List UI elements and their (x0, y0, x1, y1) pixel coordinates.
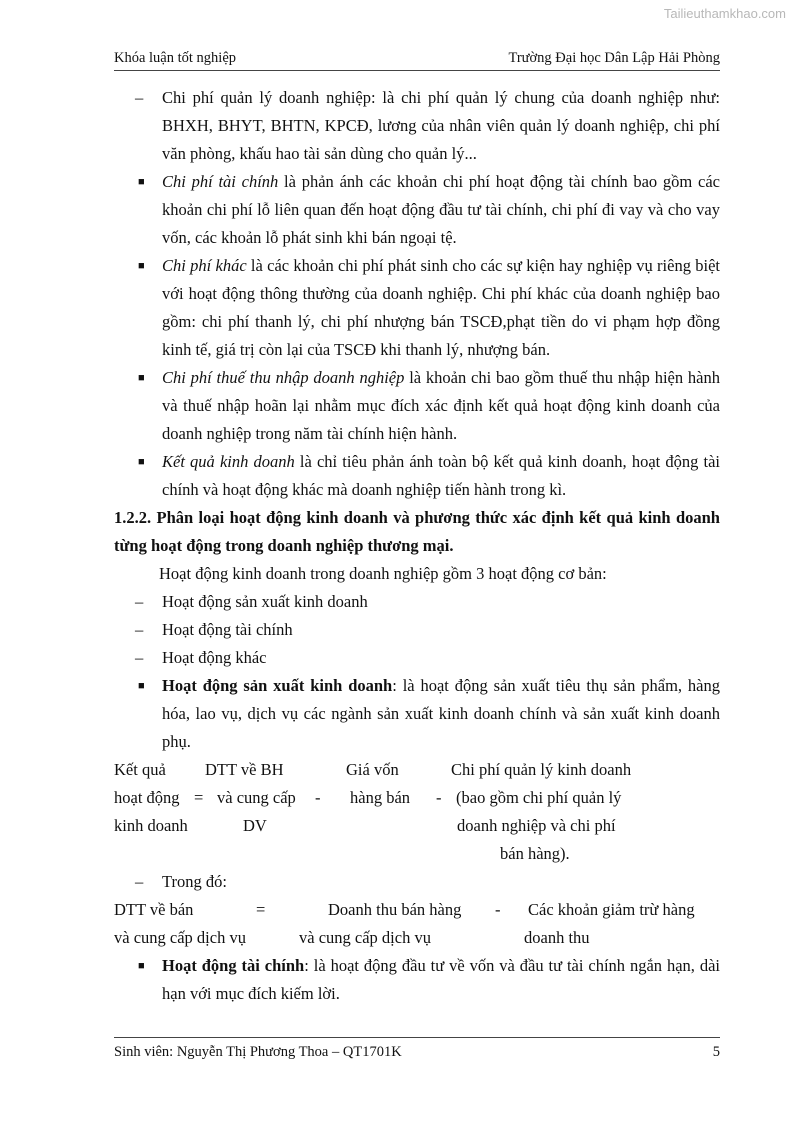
paragraph-other-cost (114, 252, 720, 364)
square-bullet-icon: ■ (138, 372, 145, 384)
formula-net-revenue (114, 896, 720, 952)
page-content (114, 84, 720, 1008)
formula-cell: = (194, 788, 204, 807)
formula-cell: Chi phí quản lý kinh doanh (451, 760, 632, 779)
term: Kết quả kinh doanh (162, 452, 295, 471)
formula-cell: DV (243, 816, 267, 835)
term: Chi phí tài chính (162, 172, 279, 191)
list-item-text: Hoạt động khác (162, 648, 267, 667)
footer-student: Sinh viên: Nguyễn Thị Phương Thoa – QT1701K (114, 1044, 402, 1060)
paragraph-text: : là hoạt động sản xuất tiêu thụ sản phẩm, hàng hóa, lao vụ, dịch vụ các ngành sản xuất kinh doanh chính và sản xuất kinh doanh phụ. (162, 676, 720, 751)
page-footer (114, 1037, 720, 1062)
list-item-text: Hoạt động sản xuất kinh doanh (162, 592, 368, 611)
term: Chi phí thuế thu nhập doanh nghiệp (162, 368, 405, 387)
term: Chi phí khác (162, 256, 247, 275)
formula-cell: - (315, 788, 321, 807)
formula-cell: - (436, 788, 442, 807)
formula-cell: - (495, 900, 501, 919)
list-item-text: Trong đó: (162, 872, 227, 891)
header-left: Khóa luận tốt nghiệp (114, 50, 237, 66)
paragraph-text: Chi phí quản lý doanh nghiệp: là chi phí quản lý chung của doanh nghiệp như: BHXH, BHYT, BHTN, KPCĐ, lương của nhân viên quản lý doanh nghiệp, chi phí văn phòng, khấu hao tài sản dùng cho quản lý... (162, 88, 720, 163)
formula-cell: và cung cấp dịch vụ (114, 928, 246, 947)
formula-cell: = (256, 900, 266, 919)
formula-cell: bán hàng). (500, 844, 570, 863)
page-number: 5 (712, 1044, 720, 1060)
paragraph-financial-cost (114, 168, 720, 252)
list-item (114, 616, 720, 644)
square-bullet-icon: ■ (138, 680, 145, 692)
formula-cell: Doanh thu bán hàng (328, 900, 462, 919)
list-item (114, 868, 720, 896)
square-bullet-icon: ■ (138, 260, 145, 272)
formula-row (114, 924, 720, 952)
formula-cell: và cung cấp (217, 788, 296, 807)
square-bullet-icon: ■ (138, 960, 145, 972)
dash-marker: – (135, 872, 144, 891)
header-right: Trường Đại học Dân Lập Hải Phòng (508, 50, 720, 66)
square-bullet-icon: ■ (138, 176, 145, 188)
term: Hoạt động tài chính (162, 956, 305, 975)
formula-row (114, 896, 720, 924)
paragraph-text: là phản ánh các khoản chi phí hoạt động tài chính bao gồm các khoản chi phí lỗ liên quan đến hoạt động đầu tư tài chính, chi phí đi vay và cho vay vốn, các khoản lỗ phát sinh khi bán ngoại tệ. (162, 172, 721, 247)
dash-marker: – (135, 648, 144, 667)
paragraph-financial-activity (114, 952, 720, 1008)
list-item (114, 644, 720, 672)
list-item (114, 588, 720, 616)
paragraph-text: là chỉ tiêu phản ánh toàn bộ kết quả kinh doanh, hoạt động tài chính và hoạt động khác mà doanh nghiệp tiến hành trong kì. (162, 452, 720, 499)
formula-cell: và cung cấp dịch vụ (299, 928, 431, 947)
formula-cell: (bao gồm chi phí quản lý (456, 788, 622, 807)
formula-cell: DTT về BH (205, 760, 284, 779)
dash-marker: – (135, 592, 144, 611)
formula-cell: kinh doanh (114, 816, 188, 835)
term: Hoạt động sản xuất kinh doanh (162, 676, 393, 695)
formula-row (114, 840, 720, 868)
formula-cell: hoạt động (114, 788, 180, 807)
formula-cell: Giá vốn (346, 760, 399, 779)
formula-cell: Các khoản giảm trừ hàng (528, 900, 695, 919)
dash-marker: – (135, 620, 144, 639)
list-item-text: Hoạt động tài chính (162, 620, 293, 639)
paragraph-income-tax (114, 364, 720, 448)
paragraph-text: : là hoạt động đầu tư về vốn và đầu tư tài chính ngắn hạn, dài hạn với mục đích kiếm lời. (162, 956, 721, 1003)
dash-marker: – (135, 88, 144, 107)
formula-cell: doanh thu (524, 928, 590, 947)
paragraph-text: là các khoản chi phí phát sinh cho các sự kiện hay nghiệp vụ riêng biệt với hoạt động thông thường của doanh nghiệp. Chi phí khác của doanh nghiệp bao gồm: chi phí thanh lý, chi phí nhượng bán TSCĐ,phạt tiền do vi phạm hợp đồng kinh tế, giá trị còn lại của TSCĐ khi thanh lý, nhượng bán. (162, 256, 720, 359)
paragraph-admin-cost (114, 84, 720, 168)
page-header (114, 48, 720, 71)
formula-cell: doanh nghiệp và chi phí (457, 816, 616, 835)
formula-cell: Kết quả (114, 760, 166, 779)
paragraph-production-activity (114, 672, 720, 756)
formula-row (114, 812, 720, 840)
paragraph-business-result (114, 448, 720, 504)
formula-business-result (114, 756, 720, 868)
watermark: Tailieuthamkhao.com (663, 6, 786, 21)
formula-row (114, 784, 720, 812)
formula-row (114, 756, 720, 784)
paragraph-text: là khoản chi bao gồm thuế thu nhập hiện hành và thuế nhập hoãn lại nhằm mục đích xác định kết quả hoạt động kinh doanh của doanh nghiệp trong năm tài chính hiện hành. (162, 368, 721, 443)
square-bullet-icon: ■ (138, 456, 145, 468)
intro-paragraph: Hoạt động kinh doanh trong doanh nghiệp gồm 3 hoạt động cơ bản: (159, 564, 607, 583)
formula-cell: hàng bán (350, 788, 411, 807)
formula-cell: DTT về bán (114, 900, 194, 919)
section-heading: 1.2.2. Phân loại hoạt động kinh doanh và phương thức xác định kết quả kinh doanh từng hoạt động trong doanh nghiệp thương mại. (114, 508, 720, 555)
